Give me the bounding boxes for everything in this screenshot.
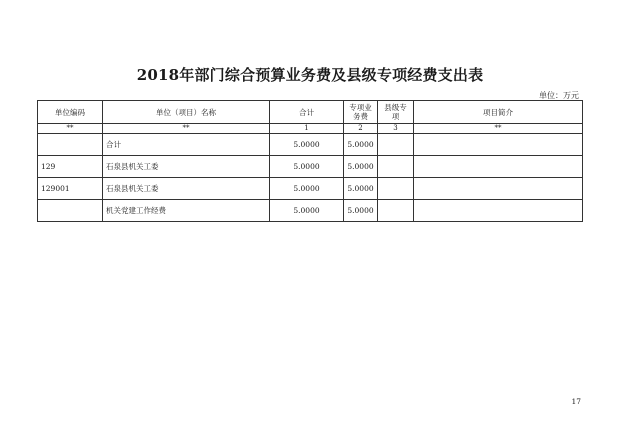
special-fee-cell: 5.0000 [344,200,378,222]
total-cell: 5.0000 [270,134,344,156]
table-row [38,178,583,200]
county-special-cell [378,200,414,222]
code-cell: 129001 [38,178,103,200]
header-project-desc: 项目简介 [414,101,583,124]
table-row [38,156,583,178]
county-special-cell [378,178,414,200]
desc-cell [414,200,583,222]
total-cell: 5.0000 [270,200,344,222]
unit-label: 单位：万元 [539,91,579,100]
total-cell: 5.0000 [270,156,344,178]
desc-cell [414,134,583,156]
index-row [38,124,583,134]
code-cell: 129 [38,156,103,178]
index-cell: 1 [270,124,344,134]
code-cell [38,134,103,156]
name-cell: 石泉县机关工委 [103,156,270,178]
header-special-fee: 专项业务费 [344,101,378,124]
desc-cell [414,156,583,178]
special-fee-cell: 5.0000 [344,156,378,178]
table-row [38,200,583,222]
special-fee-cell: 5.0000 [344,178,378,200]
index-cell: 3 [378,124,414,134]
index-cell: ** [103,124,270,134]
header-total: 合计 [270,101,344,124]
header-row [38,101,583,124]
desc-cell [414,178,583,200]
county-special-cell [378,156,414,178]
name-cell: 石泉县机关工委 [103,178,270,200]
table-row [38,134,583,156]
header-county-special: 县级专项 [378,101,414,124]
index-cell: ** [38,124,103,134]
total-cell: 5.0000 [270,178,344,200]
special-fee-cell: 5.0000 [344,134,378,156]
page-title: 2018年部门综合预算业务费及县级专项经费支出表 [136,66,484,84]
header-unit-code: 单位编码 [38,101,103,124]
name-cell: 合计 [103,134,270,156]
budget-table [37,100,583,222]
header-unit-name: 单位（项目）名称 [103,101,270,124]
page-number: 17 [571,397,581,406]
code-cell [38,200,103,222]
index-cell: ** [414,124,583,134]
name-cell: 机关党建工作经费 [103,200,270,222]
county-special-cell [378,134,414,156]
index-cell: 2 [344,124,378,134]
